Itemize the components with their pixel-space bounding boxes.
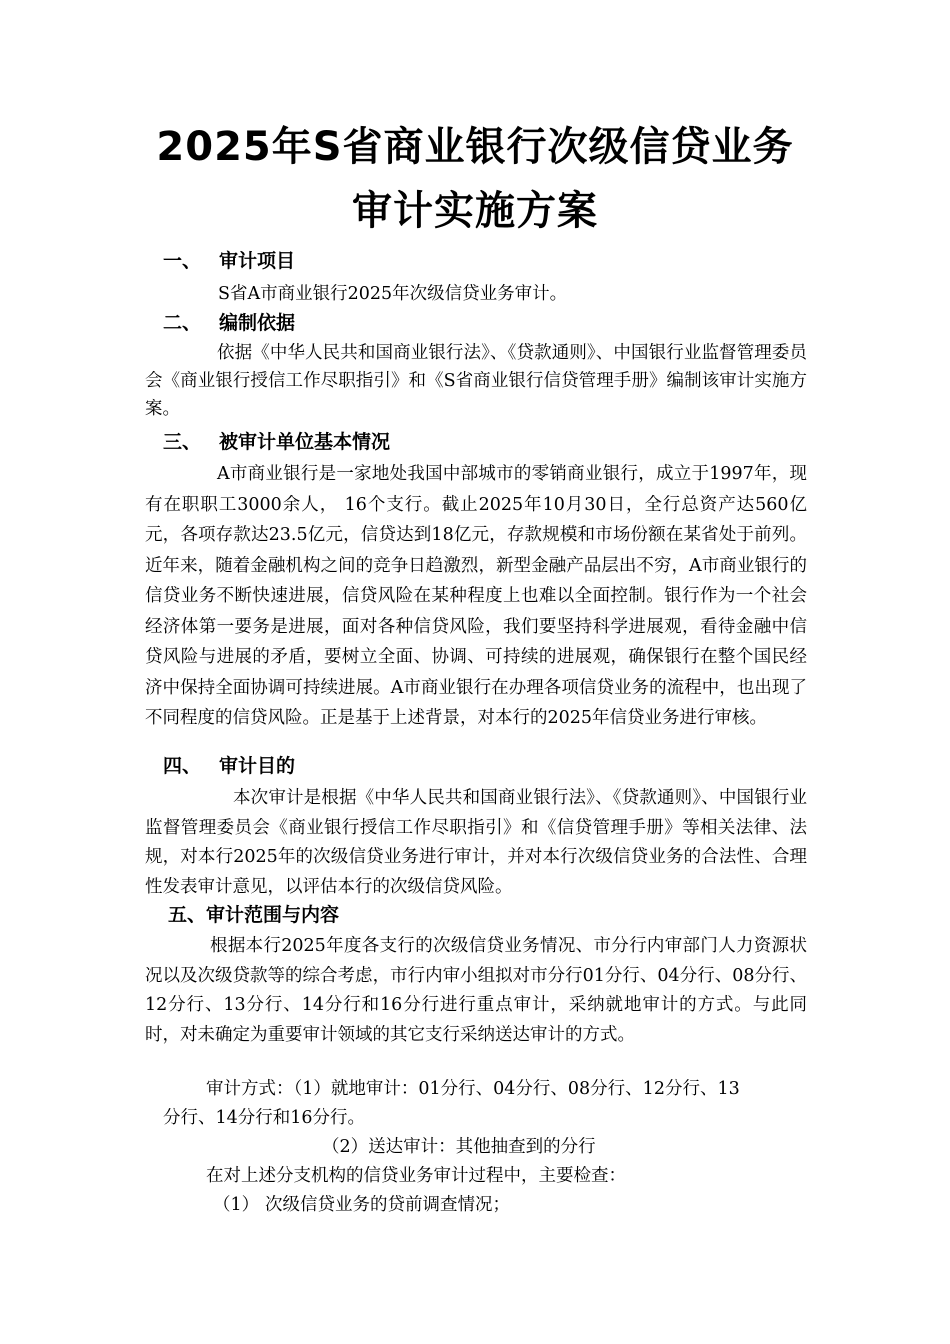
audit-method-label: 审计方式： [206,1079,294,1099]
section-heading-4 [163,754,295,778]
document-title-line-1: 2025年S省商业银行次级信贷业务 [156,124,794,170]
section-heading-2 [163,311,295,335]
audit-method-onsite-text: （1）就地审计：01分行、04分行、08分行、12分行、13 [293,1079,740,1099]
inspection-intro: 在对上述分支机构的信贷业务审计过程中，主要检查： [206,1166,626,1186]
section-heading-1 [163,249,295,273]
section-number: 四、 [163,755,202,777]
section-3-paragraph: A市商业银行是一家地处我国中部城市的零销商业银行，成立于1997年，现有在职职工3000余人， 16个支行。截止2025年10月30日，全行总资产达560亿元，各项存款达23.5亿元，信贷达到18亿元，存款规模和市场份额在某省处于前列。近年来，随着金融机构之间的竞争日趋激烈，新型金融产品层出不穷，A市商业银行的信贷业务不断快速进展，信贷风险在某种程度上也难以全面控制。银行作为一个社会经济体第一要务是进展，面对各种信贷风险，我们要坚持科学进展观，看待金融中信贷风险与进展的矛盾，要树立全面、协调、可持续的进展观，确保银行在整个国民经济中保持全面协调可持续进展。A市商业银行在办理各项信贷业务的流程中，也出现了不同程度的信贷风险。正是基于上述背景，对本行的2025年信贷业务进行审核。 [145,464,807,728]
section-number: 三、 [163,431,202,453]
section-4-paragraph: 本次审计是根据《中华人民共和国商业银行法》、《贷款通则》、中国银行业监督管理委员会《商业银行授信工作尽职指引》和《信贷管理手册》等相关法律、法规，对本行2025年的次级信贷业务进行审计，并对本行次级信贷业务的合法性、合理性发表审计意见，以评估本行的次级信贷风险。 [145,788,807,897]
section-title: 审计项目 [219,250,296,272]
section-title: 五、审计范围与内容 [168,904,340,926]
section-title: 被审计单位基本情况 [219,431,391,453]
audit-method-onsite [206,1077,740,1101]
section-1-paragraph: S省A市商业银行2025年次级信贷业务审计。 [218,284,568,304]
inspection-item-text: 次级信贷业务的贷前调查情况； [265,1195,510,1215]
section-heading-5 [168,903,339,927]
section-number: 一、 [163,250,202,272]
inspection-item [213,1193,510,1217]
section-number: 二、 [163,312,202,334]
section-2-paragraph: 依据《中华人民共和国商业银行法》、《贷款通则》、中国银行业监督管理委员会《商业银行授信工作尽职指引》和《S省商业银行信贷管理手册》编制该审计实施方案。 [145,343,807,419]
section-5-paragraph: 根据本行2025年度各支行的次级信贷业务情况、市分行内审部门人力资源状况以及次级贷款等的综合考虑，市行内审小组拟对市分行01分行、04分行、08分行、12分行、13分行、14分行和16分行进行重点审计，采纳就地审计的方式。与此同时，对未确定为重要审计领域的其它支行采纳送达审计的方式。 [145,936,807,1045]
audit-method-remote: （2）送达审计：其他抽查到的分行 [322,1137,596,1157]
section-title: 审计目的 [219,755,296,777]
section-title: 编制依据 [219,312,296,334]
inspection-item-number: （1） [213,1195,260,1215]
section-heading-3 [163,430,390,454]
audit-method-onsite-continued: 分行、14分行和16分行。 [163,1108,366,1128]
document-title-line-2: 审计实施方案 [352,188,598,234]
